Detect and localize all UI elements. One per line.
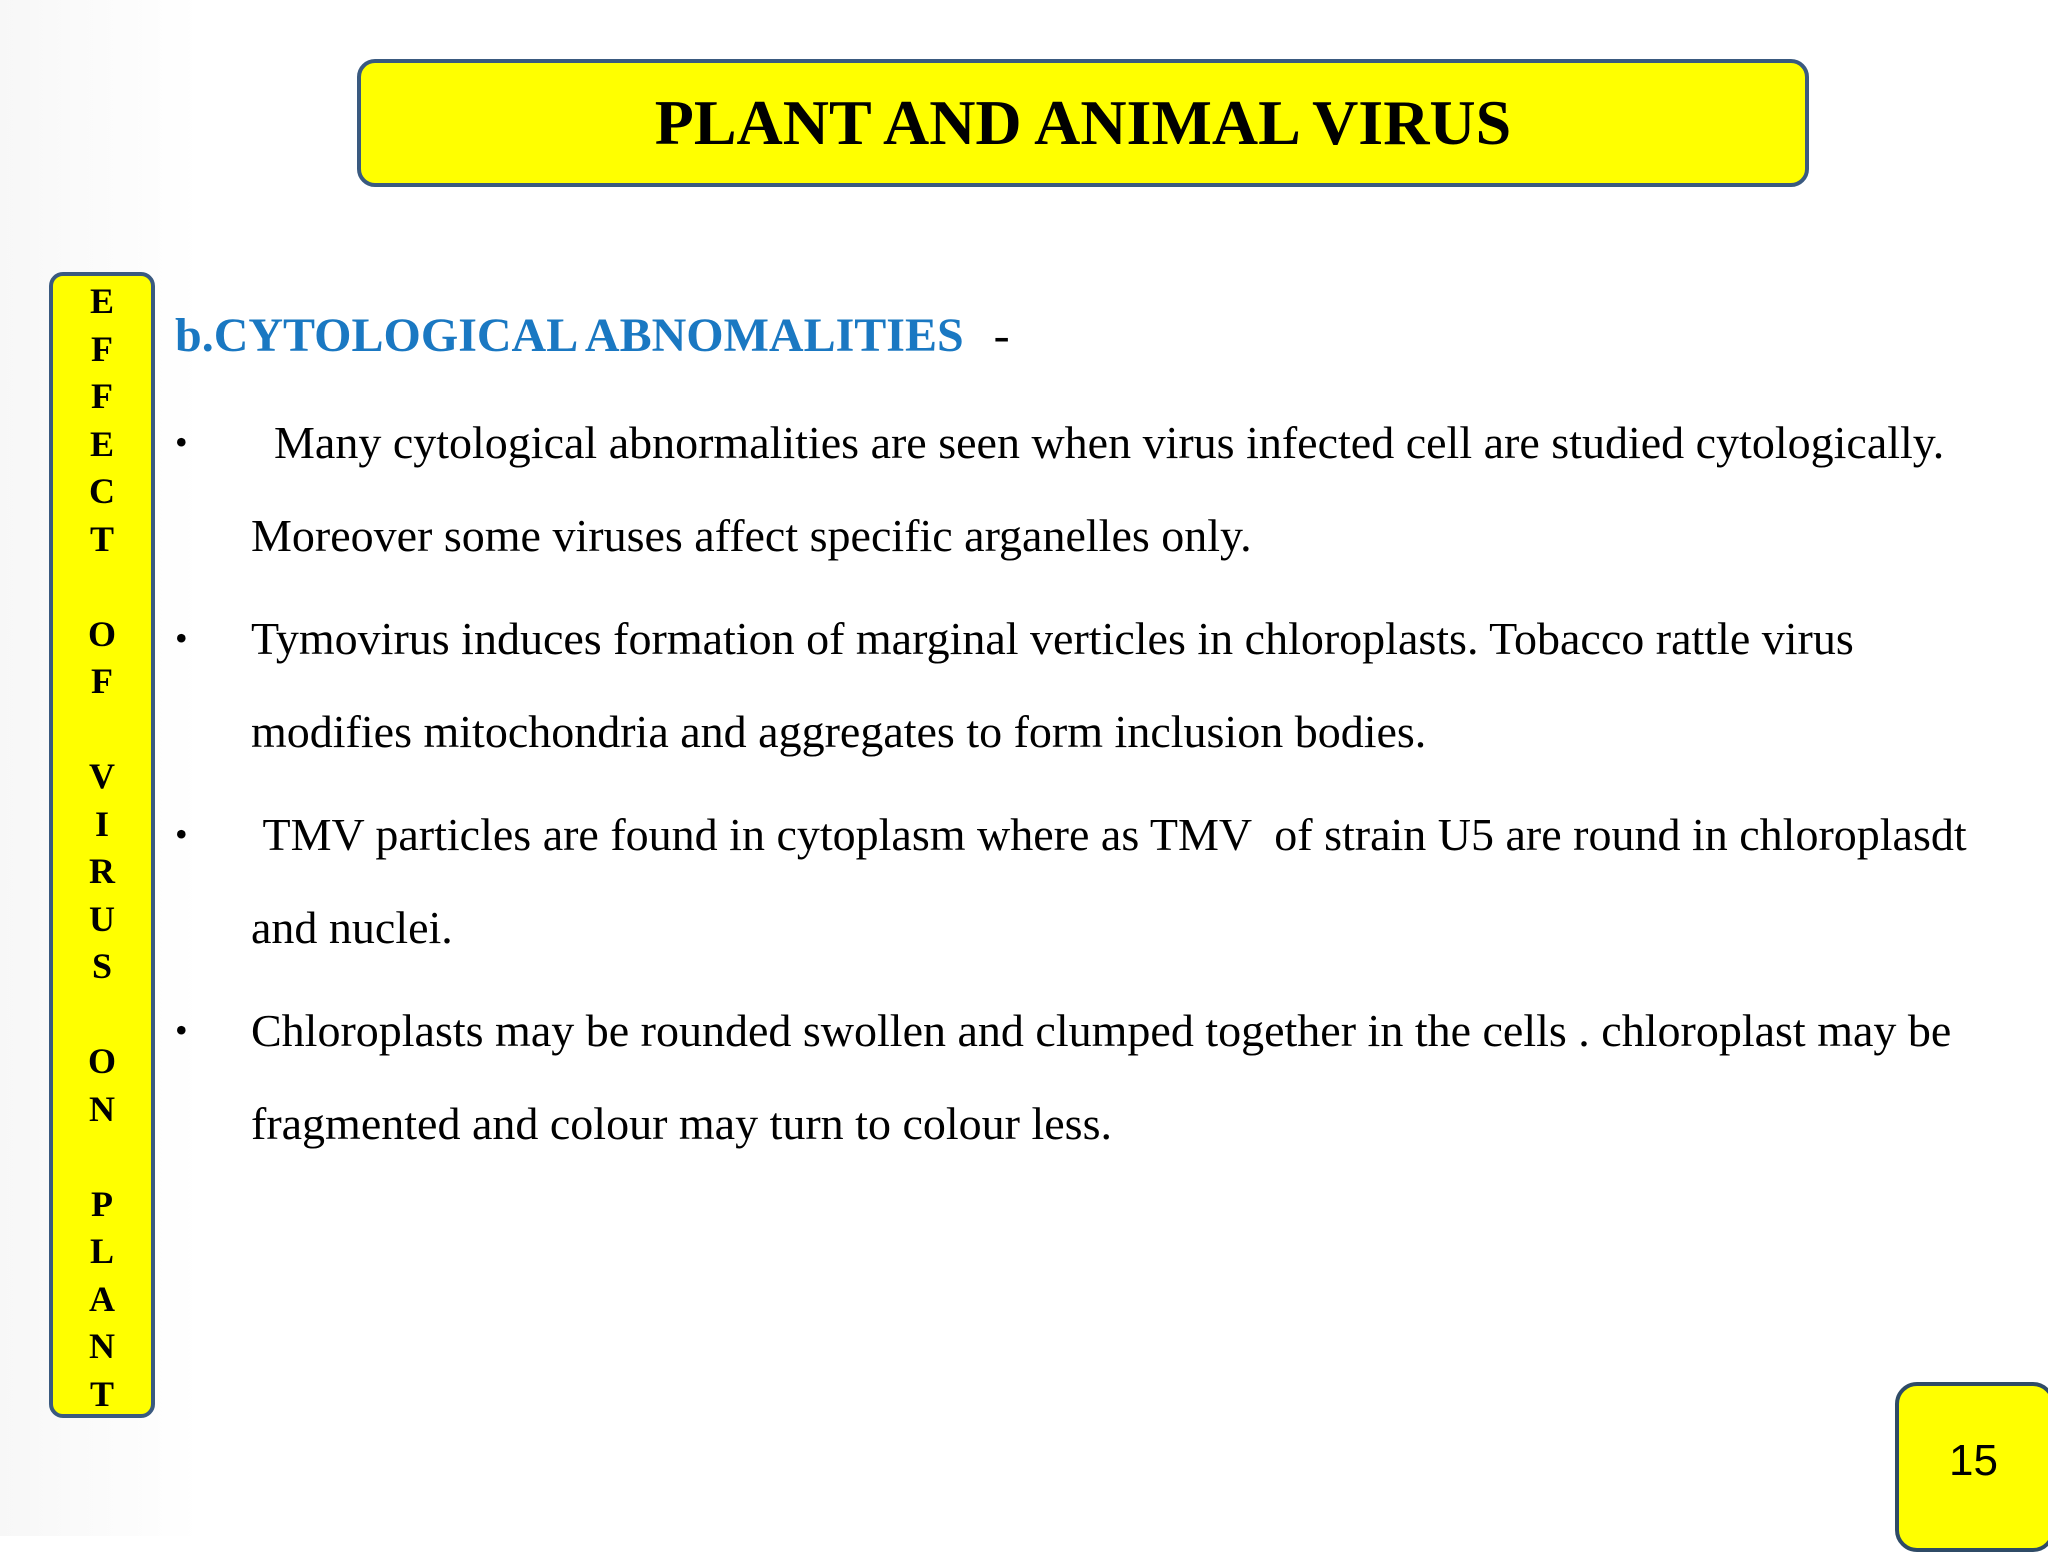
bullet-item <box>175 592 1995 778</box>
side-letter: C <box>89 471 115 511</box>
side-letter: V <box>89 756 115 796</box>
bullet-icon: • <box>175 618 188 658</box>
side-letter: T <box>89 518 114 559</box>
side-letter: N <box>89 1088 115 1129</box>
bullet-item <box>175 788 1995 974</box>
side-letter: P <box>91 1183 113 1224</box>
side-letter: O <box>87 613 116 654</box>
side-letter-gap <box>53 563 151 611</box>
title-banner <box>357 59 1809 187</box>
side-letter: F <box>91 376 113 416</box>
section-heading-dash: - <box>993 309 1010 362</box>
section-heading <box>175 300 1995 372</box>
side-letter-gap <box>53 706 151 754</box>
section-heading-text: b.CYTOLOGICAL ABNOMALITIES <box>175 309 964 362</box>
side-letter: T <box>89 1373 114 1414</box>
side-banner <box>49 272 155 1418</box>
bullet-text: Chloroplasts may be rounded swollen and clumped together in the cells . chloroplast may be fragmented and colour may turn to colour less. <box>251 1005 1963 1149</box>
side-letter: I <box>94 803 109 844</box>
side-letter-gap <box>53 991 151 1039</box>
side-banner-letters <box>53 278 151 1418</box>
side-letter: O <box>87 1041 116 1081</box>
bullet-icon: • <box>175 422 188 462</box>
slide-content <box>175 300 1995 1180</box>
side-letter: S <box>91 946 113 986</box>
bullet-item <box>175 396 1995 582</box>
side-letter: F <box>91 661 113 701</box>
side-letter: E <box>89 423 114 464</box>
bullet-text: Many cytological abnormalities are seen when virus infected cell are studied cytologically. Moreover some viruses affect specific arganelles only. <box>251 417 1956 561</box>
side-letter: F <box>91 328 113 369</box>
bullet-text: TMV particles are found in cytoplasm where as TMV of strain U5 are round in chloroplasdt and nuclei. <box>251 809 1979 953</box>
bullet-list <box>175 396 1995 1170</box>
side-letter: R <box>89 851 115 891</box>
bullet-text: Tymovirus induces formation of marginal verticles in chloroplasts. Tobacco rattle virus modifies mitochondria and aggregates to form inclusion bodies. <box>251 613 1866 757</box>
side-letter: E <box>89 281 114 321</box>
page-number-box <box>1895 1382 2048 1552</box>
bullet-icon: • <box>175 814 188 854</box>
side-letter: N <box>89 1326 115 1366</box>
slide-title: PLANT AND ANIMAL VIRUS <box>654 87 1512 158</box>
side-letter: L <box>89 1231 114 1271</box>
side-letter: A <box>89 1278 115 1319</box>
bullet-icon: • <box>175 1010 188 1050</box>
side-letter: U <box>89 898 115 939</box>
bullet-item <box>175 984 1995 1170</box>
side-letter-gap <box>53 1133 151 1181</box>
page-number: 15 <box>1949 1436 1998 1485</box>
